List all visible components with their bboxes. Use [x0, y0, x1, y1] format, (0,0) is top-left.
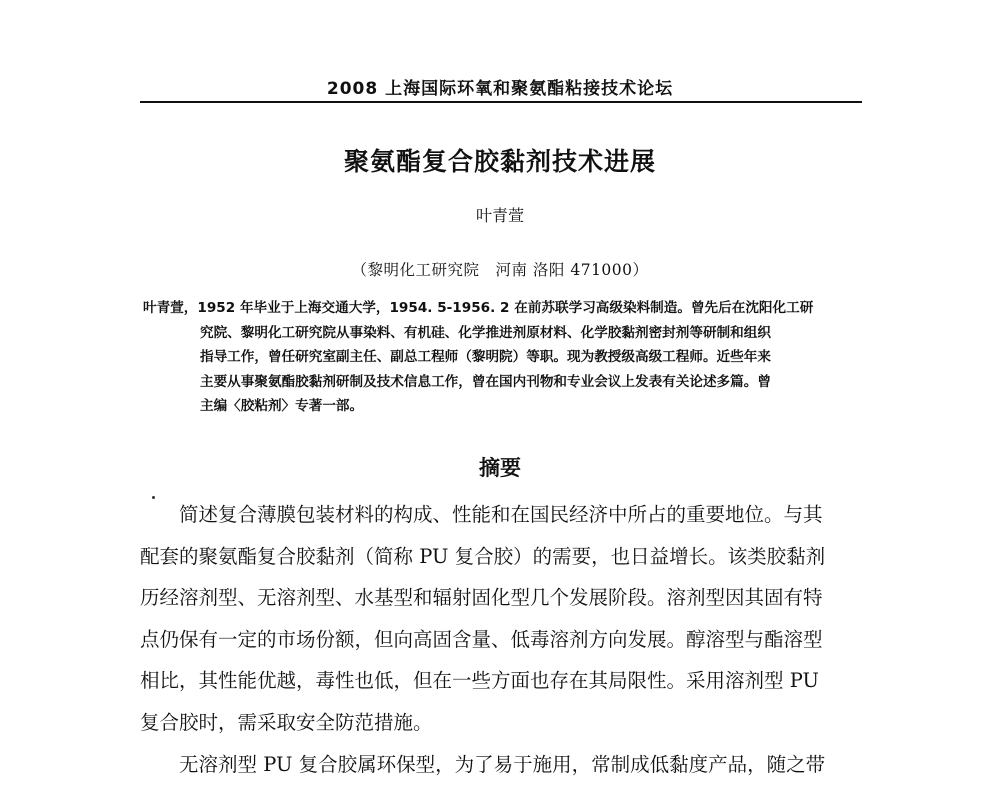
bio-line: 主要从事聚氨酯胶黏剂研制及技术信息工作，曾在国内刊物和专业会议上发表有关论述多篇。曾	[200, 373, 771, 390]
paper-title: 聚氨酯复合胶黏剂技术进展	[343, 147, 656, 176]
bio-line: 主编〈胶粘剂〉专著一部。	[200, 398, 364, 415]
abstract-line: 历经溶剂型、无溶剂型、水基型和辐射固化型几个发展阶段。溶剂型因其固有特	[140, 586, 823, 610]
bio-line: 指导工作，曾任研究室副主任、副总工程师（黎明院）等职。现为教授级高级工程师。近些年来	[200, 349, 771, 366]
abstract-line: 简述复合薄膜包装材料的构成、性能和在国民经济中所占的重要地位。与其	[140, 503, 823, 526]
bio-line: 究院、黎明化工研究院从事染料、有机硅、化学推进剂原材料、化学胶黏剂密封剂等研制和组织	[200, 324, 771, 341]
abstract-line: 相比，其性能优越，毒性也低，但在一些方面也存在其局限性。采用溶剂型 PU	[140, 669, 819, 693]
running-head: 2008 上海国际环氧和聚氨酯粘接技术论坛	[326, 79, 674, 99]
abstract-line: 配套的聚氨酯复合胶黏剂（简称 PU 复合胶）的需要，也日益增长。该类胶黏剂	[140, 544, 826, 568]
abstract-line: 无溶剂型 PU 复合胶属环保型，为了易于施用，常制成低黏度产品，随之带	[140, 752, 826, 776]
header-rule	[140, 101, 862, 103]
abstract-line: 复合胶时，需采取安全防范措施。	[140, 710, 433, 734]
abstract-line: 点仍保有一定的市场份额，但向高固含量、低毒溶剂方向发展。醇溶型与酯溶型	[140, 627, 823, 651]
affiliation: （黎明化工研究院 河南 洛阳 471000）	[351, 261, 649, 279]
abstract-heading: 摘要	[479, 456, 521, 480]
abstract-body	[140, 494, 862, 785]
bio-line: 叶青萱，1952 年毕业于上海交通大学，1954. 5-1956. 2 在前苏联学习高级染料制造。曾先后在沈阳化工研	[143, 300, 814, 316]
author-name: 叶青萱	[475, 206, 524, 225]
author-bio	[143, 296, 865, 419]
